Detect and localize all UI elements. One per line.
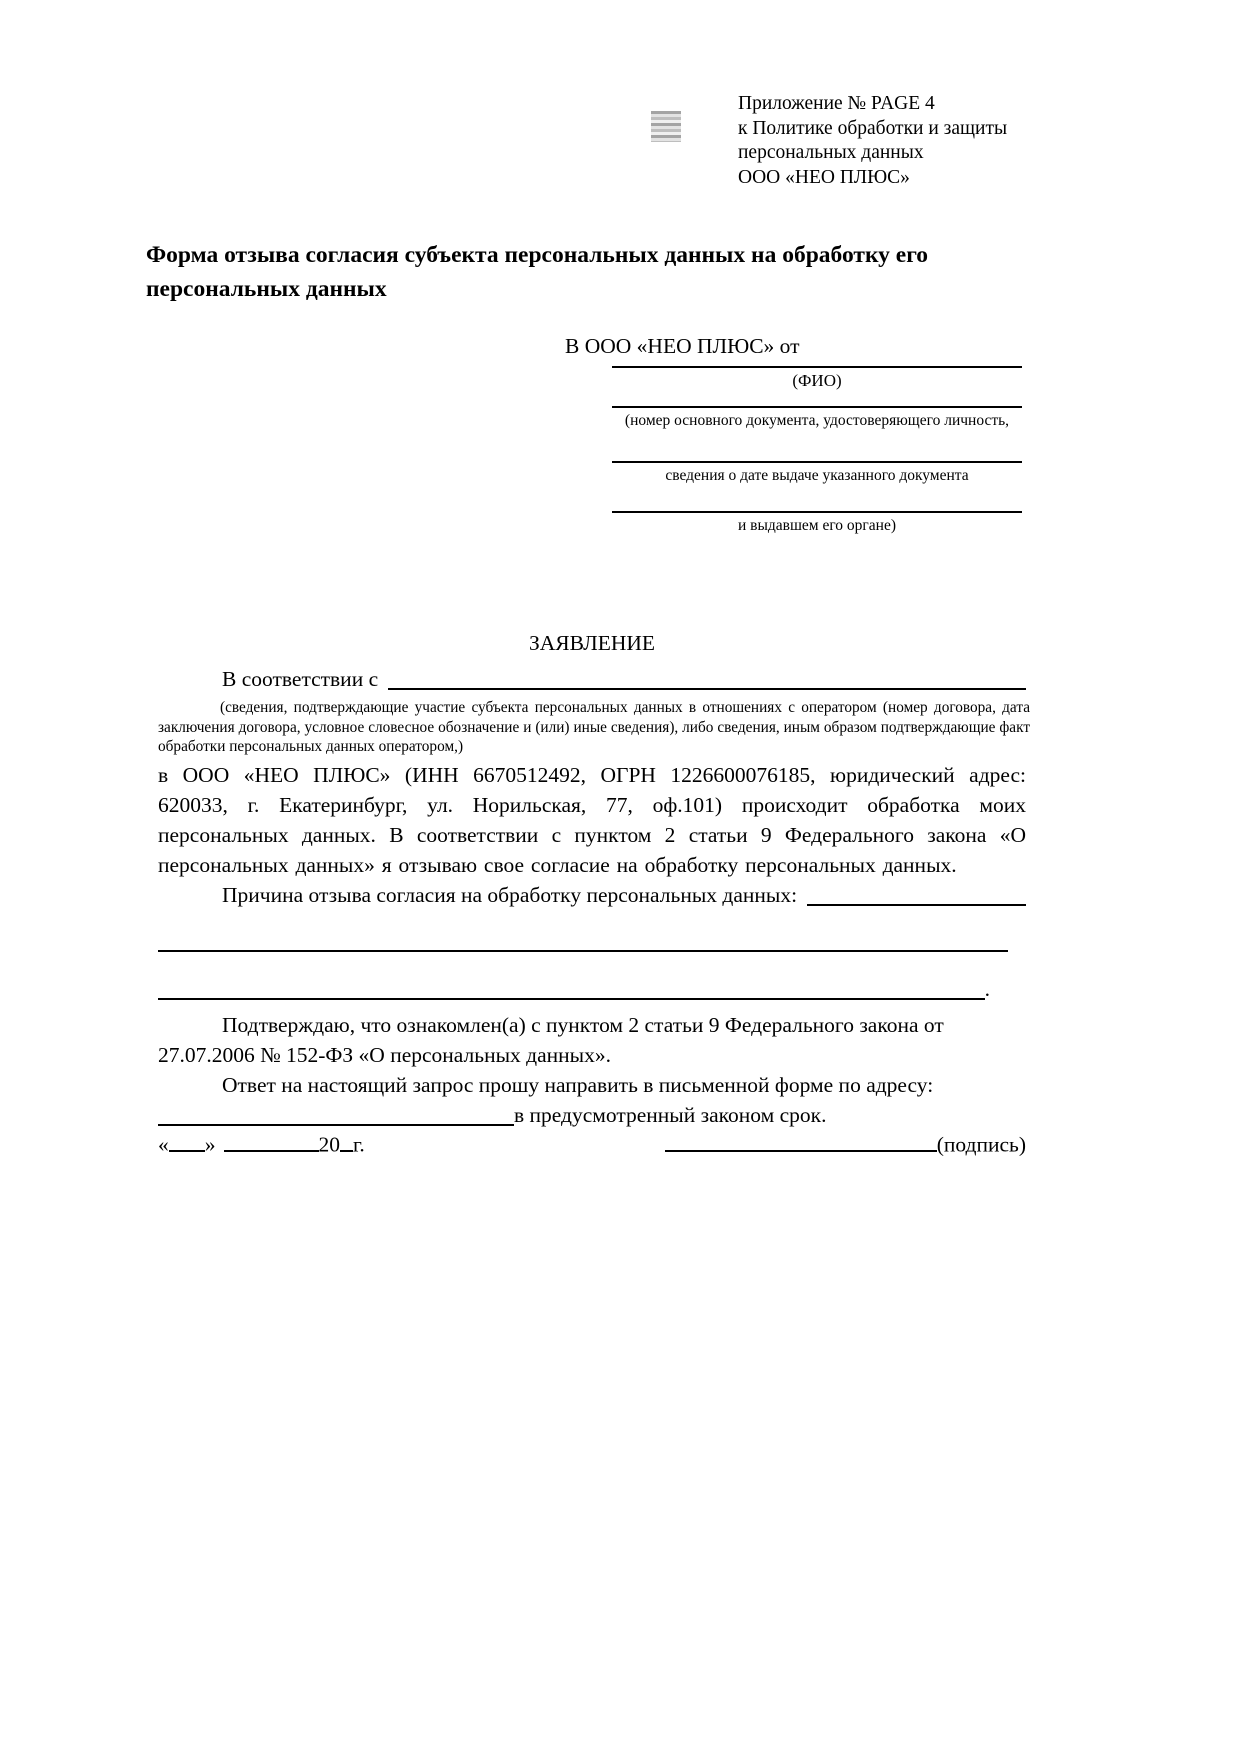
intro-prefix: В соответствии с: [222, 667, 379, 691]
day-quote-open: «: [158, 1132, 169, 1157]
embedded-object-thumbnail-icon: [651, 111, 681, 142]
date-signature-row: [158, 1128, 1026, 1160]
reply-address-fill-line: [158, 1124, 514, 1126]
reply-suffix: в предусмотренный законом срок.: [514, 1102, 827, 1127]
signature-group: [665, 1128, 1026, 1160]
statement-heading: ЗАЯВЛЕНИЕ: [528, 631, 656, 655]
day-fill-line: [169, 1128, 205, 1152]
issue-date-field: [612, 461, 1022, 485]
day-quote-close: »: [204, 1132, 216, 1157]
reason-fill-line: [807, 904, 1026, 906]
reason-row: [158, 880, 1026, 910]
confirmation-paragraph: Подтверждаю, что ознакомлен(а) с пунктом 2 статьи 9 Федерального закона от 27.07.2006 № 152-ФЗ «О персональных данных».: [158, 1012, 944, 1067]
signature-fill-line: [665, 1128, 937, 1152]
statement-body: [158, 628, 1030, 1130]
reason-fill-line-2: [158, 950, 1008, 952]
intro-row: [158, 664, 1026, 694]
document-number-fill-line: [612, 406, 1022, 408]
basis-fill-line: [388, 688, 1026, 690]
issuing-authority-fill-line: [612, 511, 1022, 513]
month-fill-line: [224, 1128, 319, 1152]
issue-date-caption: сведения о дате выдаче указанного документа: [665, 467, 969, 484]
date-fill-group: [158, 1128, 365, 1160]
year-suffix: г.: [353, 1132, 365, 1157]
year-prefix: 20: [318, 1132, 340, 1157]
reply-request-line: Ответ на настоящий запрос прошу направить в письменной форме по адресу:: [222, 1072, 934, 1097]
fio-field: [612, 366, 1022, 390]
issuing-authority-field: [612, 511, 1022, 535]
issue-date-fill-line: [612, 461, 1022, 463]
company-name-line: ООО «НЕО ПЛЮС»: [738, 166, 910, 188]
fio-fill-line: [612, 366, 1022, 368]
appendix-number-line: Приложение № PAGE 4: [738, 93, 935, 114]
reason-label: Причина отзыва согласия на обработку персональных данных:: [222, 882, 798, 907]
document-number-caption: (номер основного документа, удостоверяющего личность,: [624, 412, 1010, 429]
addressee-line: В ООО «НЕО ПЛЮС» от: [565, 334, 800, 358]
main-paragraph: в ООО «НЕО ПЛЮС» (ИНН 6670512492, ОГРН 1226600076185, юридический адрес: 620033, г. Екатеринбург, ул. Норильская, 77, оф.101) происходит обработка моих персональных данных. В соответствии с пунктом 2 статьи 9 Федерального закона «О персональных данных» я отзываю свое согласие на обработку персональных данных.: [158, 762, 1026, 877]
reason-line-terminator: .: [984, 976, 990, 1001]
reason-fill-row-3: [158, 978, 990, 1000]
policy-reference-line-2: персональных данных: [738, 142, 924, 163]
fio-caption: (ФИО): [792, 371, 842, 390]
intro-footnote: (сведения, подтверждающие участие субъекта персональных данных в отношениях с оператором (номер договора, дата заключения договора, условное словесное обозначение и (или) иные сведения), либо сведения, иным образом подтверждающие факт обработки персональных данных оператором,): [158, 699, 1030, 755]
reason-fill-line-3: [158, 998, 985, 1000]
appendix-header-block: [738, 92, 1007, 190]
year-fill-line: [340, 1128, 353, 1152]
document-title: Форма отзыва согласия субъекта персональных данных на обработку его персональных данных: [146, 242, 929, 302]
signature-caption: (подпись): [936, 1132, 1026, 1157]
policy-reference-line-1: к Политике обработки и защиты: [738, 117, 1008, 139]
issuing-authority-caption: и выдавшем его органе): [737, 517, 897, 534]
document-number-field: [612, 406, 1022, 430]
reply-address-row: [158, 1100, 1026, 1130]
